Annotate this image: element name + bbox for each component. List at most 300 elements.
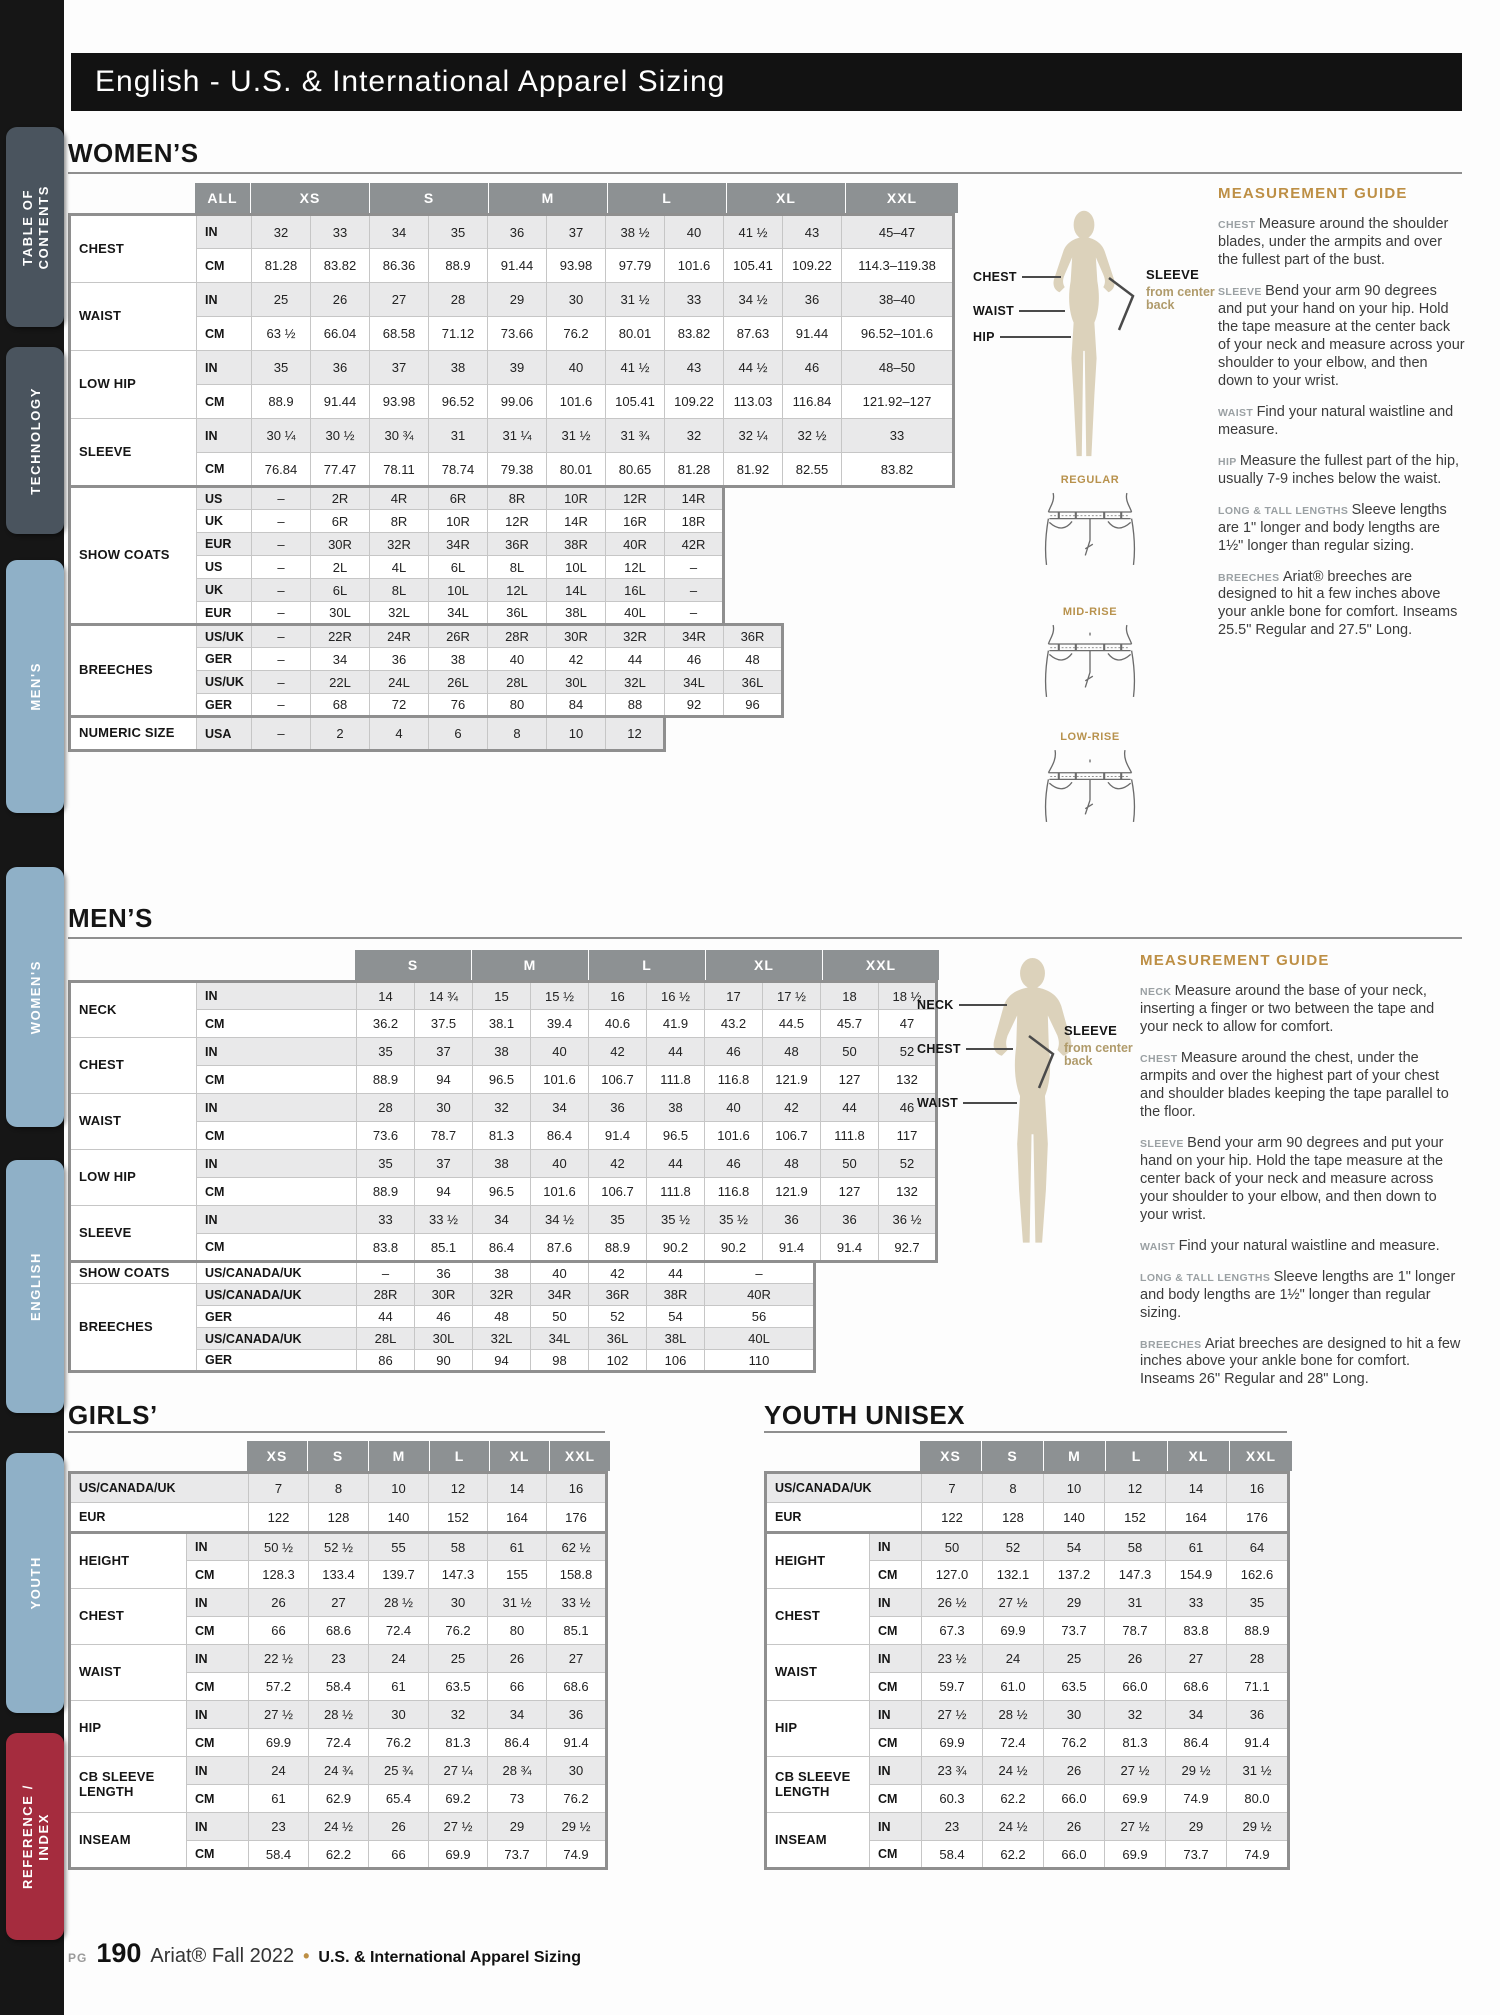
size-value: – <box>252 533 311 556</box>
unit-label: CM <box>870 1673 922 1701</box>
unit-label: US <box>197 487 252 510</box>
size-value: 111.8 <box>647 1066 705 1094</box>
size-value: 7 <box>922 1473 983 1503</box>
size-value: 139.7 <box>369 1561 429 1589</box>
size-header-row <box>195 183 958 213</box>
size-value: 111.8 <box>821 1122 879 1150</box>
size-value: 24L <box>370 671 429 694</box>
size-value: 24 ½ <box>983 1757 1044 1785</box>
size-value: 12R <box>488 510 547 533</box>
size-value: 96.52–101.6 <box>842 317 954 351</box>
size-value: 27 <box>309 1589 369 1617</box>
size-value: 42 <box>589 1262 647 1284</box>
size-value: 36L <box>724 671 783 694</box>
size-value: 10L <box>429 579 488 602</box>
size-value: 34 <box>1166 1701 1227 1729</box>
size-value: – <box>252 487 311 510</box>
guide-paragraph: LONG & TALL LENGTHS Sleeve lengths are 1" longer and body lengths are 1½" longer than regular sizing. <box>1218 501 1447 554</box>
size-header-cell: XS <box>251 183 369 213</box>
guide-paragraph: BREECHES Ariat breeches are designed to hit a few inches above your ankle bone for comfort. Inseams 26" Regular and 28" Long. <box>1140 1335 1461 1388</box>
unit-label: US/UK <box>197 625 252 648</box>
size-value: 52 <box>589 1306 647 1328</box>
size-value: 73.7 <box>488 1841 547 1869</box>
womens-chest-callout: CHEST <box>973 270 1061 284</box>
size-value: 94 <box>415 1178 473 1206</box>
sidebar-tab-english[interactable] <box>6 1160 64 1413</box>
size-value: 36L <box>589 1328 647 1350</box>
unit-label: IN <box>187 1757 249 1785</box>
size-value: 41 ½ <box>606 351 665 385</box>
unit-label: CM <box>197 1010 357 1038</box>
unit-label: IN <box>197 1206 357 1234</box>
guide-paragraph: CHEST Measure around the shoulder blades, under the armpits and over the fullest part of the bust. <box>1218 216 1449 268</box>
guide-paragraph: WAIST Find your natural waistline and measure. <box>1140 1237 1440 1254</box>
size-value: 46 <box>879 1094 937 1122</box>
sidebar-tab-womens[interactable] <box>6 867 64 1127</box>
size-value: 50 <box>922 1533 983 1561</box>
size-value: 40.6 <box>589 1010 647 1038</box>
mens-sleeve-label: SLEEVE from center back <box>1064 1023 1133 1069</box>
size-value: 137.2 <box>1044 1561 1105 1589</box>
table-row <box>70 717 665 751</box>
size-value: 26 <box>488 1645 547 1673</box>
size-value: 96.5 <box>473 1066 531 1094</box>
size-value: 128 <box>983 1503 1044 1533</box>
size-value: 30R <box>415 1284 473 1306</box>
size-value: 116.8 <box>705 1066 763 1094</box>
size-value: 31 <box>1105 1589 1166 1617</box>
table-row <box>70 982 937 1010</box>
size-value: 30 <box>547 283 606 317</box>
size-value: 69.9 <box>429 1841 488 1869</box>
size-value: 31 ½ <box>606 283 665 317</box>
size-value: 34L <box>531 1328 589 1350</box>
size-value: 31 ¾ <box>606 419 665 453</box>
size-value: 68.58 <box>370 317 429 351</box>
unit-label: IN <box>197 283 252 317</box>
footer-page-number: 190 <box>96 1938 142 1968</box>
size-value: 30 <box>547 1757 607 1785</box>
size-value: 10 <box>547 717 606 751</box>
unit-label: EUR <box>197 533 252 556</box>
size-value: 44 ½ <box>724 351 783 385</box>
size-value: 61 <box>369 1673 429 1701</box>
size-value: 133.4 <box>309 1561 369 1589</box>
size-value: 36 <box>311 351 370 385</box>
sidebar-tab-mens[interactable] <box>6 560 64 813</box>
size-value: 40 <box>531 1262 589 1284</box>
size-value: 36 <box>547 1701 607 1729</box>
size-value: 32L <box>606 671 665 694</box>
unit-label: EUR <box>197 602 252 625</box>
size-value: 30L <box>311 602 370 625</box>
womens-heading: WOMEN’S <box>68 138 199 168</box>
size-value: 14 <box>1166 1473 1227 1503</box>
size-value: 36L <box>488 602 547 625</box>
size-value: 36R <box>488 533 547 556</box>
size-value: 32 <box>429 1701 488 1729</box>
size-value: 91.44 <box>311 385 370 419</box>
size-value: 74.9 <box>547 1841 607 1869</box>
table-row <box>70 1206 937 1234</box>
size-value: 106 <box>647 1350 705 1372</box>
size-value: 91.44 <box>783 317 842 351</box>
size-value: 58.4 <box>922 1841 983 1869</box>
row-label: CHEST <box>70 215 197 283</box>
guide-title: MEASUREMENT GUIDE <box>1218 185 1408 202</box>
size-value: 12 <box>1105 1473 1166 1503</box>
size-value: 32L <box>473 1328 531 1350</box>
size-value: 36 ½ <box>879 1206 937 1234</box>
size-value: 26 <box>1105 1645 1166 1673</box>
size-value: 38 <box>647 1094 705 1122</box>
unit-label: US/CANADA/UK <box>766 1473 922 1503</box>
size-value: 40L <box>606 602 665 625</box>
size-value: 56 <box>705 1306 815 1328</box>
size-value: 88.9 <box>1227 1617 1289 1645</box>
size-value: 102 <box>589 1350 647 1372</box>
size-value: 8L <box>370 579 429 602</box>
unit-label: US <box>197 556 252 579</box>
man-silhouette <box>975 957 1090 1335</box>
size-value: 121.9 <box>763 1178 821 1206</box>
size-header-cell: ALL <box>195 183 250 213</box>
size-value: 128 <box>309 1503 369 1533</box>
size-value: 26L <box>429 671 488 694</box>
size-value: 109.22 <box>783 249 842 283</box>
size-value: 26 <box>1044 1813 1105 1841</box>
size-value: 66.0 <box>1044 1841 1105 1869</box>
size-value: 38 <box>473 1038 531 1066</box>
size-value: 30L <box>415 1328 473 1350</box>
unit-label: UK <box>197 510 252 533</box>
size-value: 155 <box>488 1561 547 1589</box>
unit-label: CM <box>187 1617 249 1645</box>
size-value: 52 <box>983 1533 1044 1561</box>
mens-waist-callout: WAIST <box>917 1096 1017 1110</box>
size-value: 69.9 <box>1105 1785 1166 1813</box>
pants-midrise-figure: MID-RISE <box>1035 606 1145 706</box>
sidebar-tab-label: ENGLISH <box>27 1252 43 1321</box>
unit-label: CM <box>187 1841 249 1869</box>
unit-label: IN <box>187 1701 249 1729</box>
pants-regular-figure: REGULAR <box>1035 474 1145 574</box>
unit-label: IN <box>197 351 252 385</box>
unit-label: IN <box>187 1813 249 1841</box>
size-header-cell: S <box>355 950 471 980</box>
youth-size-table <box>764 1441 1292 1534</box>
youth-rule <box>764 1431 1287 1433</box>
size-value: 27 ½ <box>1105 1757 1166 1785</box>
table-row <box>70 1533 607 1561</box>
size-value: 81.92 <box>724 453 783 487</box>
size-value: 8L <box>488 556 547 579</box>
size-value: 40L <box>705 1328 815 1350</box>
size-value: 33 <box>311 215 370 249</box>
size-value: 90.2 <box>647 1234 705 1262</box>
size-header-cell: XXL <box>846 183 958 213</box>
size-value: 47 <box>879 1010 937 1038</box>
size-value: 52 <box>879 1150 937 1178</box>
unit-label: USA <box>197 717 252 751</box>
table-row <box>70 249 954 283</box>
size-header-cell: S <box>370 183 488 213</box>
size-value: 96.52 <box>429 385 488 419</box>
size-header-cell: L <box>1106 1441 1167 1471</box>
sidebar-tab-label: YOUTH <box>27 1556 43 1610</box>
row-label: HEIGHT <box>70 1533 187 1589</box>
size-header-cell: XXL <box>1230 1441 1292 1471</box>
size-value: 26R <box>429 625 488 648</box>
sidebar-tab-label: INDEX <box>35 1812 51 1861</box>
unit-label: IN <box>187 1645 249 1673</box>
size-value: 54 <box>647 1306 705 1328</box>
size-value: 57.2 <box>249 1673 309 1701</box>
size-value: 46 <box>705 1038 763 1066</box>
size-header-row <box>355 950 939 980</box>
youth-tables <box>764 1441 1292 1870</box>
girls-measure-table <box>68 1531 610 1870</box>
size-value: 22R <box>311 625 370 648</box>
sidebar-tab-table-of-contents[interactable] <box>6 127 64 327</box>
size-value: – <box>252 694 311 717</box>
size-value: 87.63 <box>724 317 783 351</box>
table-row <box>70 1503 607 1533</box>
size-value: 36 <box>763 1206 821 1234</box>
size-value: 88.9 <box>429 249 488 283</box>
size-value: 50 <box>821 1150 879 1178</box>
unit-label: GER <box>197 648 252 671</box>
size-value: 66.0 <box>1044 1785 1105 1813</box>
table-row <box>70 385 954 419</box>
size-value: 46 <box>415 1306 473 1328</box>
size-value: 37 <box>415 1038 473 1066</box>
size-value: 35 ½ <box>705 1206 763 1234</box>
unit-label: UK <box>197 579 252 602</box>
size-value: 38L <box>647 1328 705 1350</box>
unit-label: EUR <box>766 1503 922 1533</box>
size-value: 61 <box>488 1533 547 1561</box>
row-label: LOW HIP <box>70 1150 197 1206</box>
unit-label: CM <box>187 1673 249 1701</box>
size-value: 10R <box>547 487 606 510</box>
size-header-cell: L <box>430 1441 489 1471</box>
size-value: 94 <box>415 1066 473 1094</box>
size-header-cell: XL <box>706 950 822 980</box>
size-value: 24R <box>370 625 429 648</box>
size-value: 39 <box>488 351 547 385</box>
size-value: 28R <box>488 625 547 648</box>
guide-paragraph: SLEEVE Bend your arm 90 degrees and put your hand on your hip. Hold the tape measure at the center back of your neck and measure across your shoulder to your elbow, and then down to your wrist. <box>1140 1134 1444 1223</box>
size-value: 35 <box>589 1206 647 1234</box>
unit-label: US/CANADA/UK <box>197 1284 357 1306</box>
size-value: 63 ½ <box>252 317 311 351</box>
size-header-cell: S <box>982 1441 1043 1471</box>
table-row <box>70 1813 607 1841</box>
womens-measurement-guide <box>1218 185 1465 653</box>
guide-keyword: BREECHES <box>1218 571 1283 584</box>
size-value: 12L <box>488 579 547 602</box>
row-label: HEIGHT <box>766 1533 870 1589</box>
size-value: 44 <box>357 1306 415 1328</box>
table-row <box>70 1701 607 1729</box>
table-row <box>70 1284 815 1306</box>
size-value: 41 ½ <box>724 215 783 249</box>
size-value: 23 ¾ <box>922 1757 983 1785</box>
size-value: 78.7 <box>415 1122 473 1150</box>
size-value: 88.9 <box>357 1066 415 1094</box>
size-header-cell: S <box>308 1441 368 1471</box>
size-value: 127.0 <box>922 1561 983 1589</box>
table-row <box>766 1533 1289 1561</box>
size-value: 14L <box>547 579 606 602</box>
size-value: 28 ¾ <box>488 1757 547 1785</box>
size-value: 24 <box>369 1645 429 1673</box>
size-value: 31 ½ <box>488 1589 547 1617</box>
womens-tables <box>68 183 958 752</box>
size-value: 109.22 <box>665 385 724 419</box>
unit-label: IN <box>187 1533 249 1561</box>
size-value: 90 <box>415 1350 473 1372</box>
size-header-cell: XL <box>727 183 845 213</box>
size-value: 58.4 <box>249 1841 309 1869</box>
womens-waist-callout: WAIST <box>973 304 1065 318</box>
size-value: 48 <box>763 1038 821 1066</box>
size-value: 84 <box>547 694 606 717</box>
size-value: 40 <box>665 215 724 249</box>
size-value: 28 <box>1227 1645 1289 1673</box>
row-label: LOW HIP <box>70 351 197 419</box>
size-value: 24 ¾ <box>309 1757 369 1785</box>
unit-label: CM <box>197 385 252 419</box>
size-value: 33 <box>842 419 954 453</box>
table-row <box>70 1178 937 1206</box>
size-value: 99.06 <box>488 385 547 419</box>
size-value: 37.5 <box>415 1010 473 1038</box>
table-row <box>70 1066 937 1094</box>
unit-label: IN <box>870 1645 922 1673</box>
size-value: 62 ½ <box>547 1533 607 1561</box>
size-value: 80.0 <box>1227 1785 1289 1813</box>
footer-brand-season: Ariat® Fall 2022 <box>150 1945 295 1967</box>
size-value: 30 <box>415 1094 473 1122</box>
unit-label: IN <box>870 1589 922 1617</box>
unit-label: CM <box>197 1234 357 1262</box>
size-value: 64 <box>1227 1533 1289 1561</box>
size-value: 2R <box>311 487 370 510</box>
size-value: 121.92–127 <box>842 385 954 419</box>
sidebar-tab-youth[interactable] <box>6 1453 64 1713</box>
size-header-cell: XS <box>920 1441 981 1471</box>
womens-main-table <box>68 183 958 488</box>
size-value: 16L <box>606 579 665 602</box>
table-row <box>70 1150 937 1178</box>
sidebar-tab-technology[interactable] <box>6 347 64 534</box>
size-value: 16 ½ <box>647 982 705 1010</box>
size-value: 65.4 <box>369 1785 429 1813</box>
size-value: 97.79 <box>606 249 665 283</box>
size-value: 78.7 <box>1105 1617 1166 1645</box>
size-value: 162.6 <box>1227 1561 1289 1589</box>
sidebar-tab-reference-index[interactable] <box>6 1733 64 1940</box>
size-header-cell: XXL <box>550 1441 610 1471</box>
size-value: – <box>252 510 311 533</box>
size-value: 94 <box>473 1350 531 1372</box>
size-value: 72.4 <box>309 1729 369 1757</box>
size-value: 132 <box>879 1066 937 1094</box>
unit-label: CM <box>197 1066 357 1094</box>
size-value: 12R <box>606 487 665 510</box>
unit-label: CM <box>197 317 252 351</box>
size-value: 58 <box>429 1533 488 1561</box>
size-value: 96.5 <box>473 1178 531 1206</box>
row-label: BREECHES <box>70 1284 197 1372</box>
size-value: 176 <box>547 1503 607 1533</box>
size-value: 50 <box>531 1306 589 1328</box>
size-value: 86.4 <box>488 1729 547 1757</box>
size-value: 30R <box>547 625 606 648</box>
size-value: 28L <box>488 671 547 694</box>
size-value: 44.5 <box>763 1010 821 1038</box>
womens-sleeve-line <box>1106 276 1146 338</box>
size-value: 35 <box>357 1150 415 1178</box>
size-value: 42 <box>547 648 606 671</box>
size-value: 6L <box>429 556 488 579</box>
size-value: 12 <box>606 717 665 751</box>
size-value: 152 <box>429 1503 488 1533</box>
size-value: 91.4 <box>821 1234 879 1262</box>
size-value: 43.2 <box>705 1010 763 1038</box>
size-value: 83.82 <box>665 317 724 351</box>
size-value: 62.2 <box>983 1841 1044 1869</box>
size-value: 31 ¼ <box>488 419 547 453</box>
size-value: 62.2 <box>309 1841 369 1869</box>
size-value: – <box>252 717 311 751</box>
unit-label: GER <box>197 694 252 717</box>
size-value: 30R <box>311 533 370 556</box>
size-value: 35 <box>357 1038 415 1066</box>
table-row <box>70 1122 937 1150</box>
size-value: 36R <box>724 625 783 648</box>
mens-sleeve-line <box>1026 1034 1066 1096</box>
size-value: 86 <box>357 1350 415 1372</box>
size-value: 12 <box>429 1473 488 1503</box>
size-value: 10 <box>1044 1473 1105 1503</box>
sidebar-tab-label: CONTENTS <box>35 184 51 270</box>
girls-heading: GIRLS’ <box>68 1400 158 1430</box>
size-value: 152 <box>1105 1503 1166 1533</box>
size-value: 39.4 <box>531 1010 589 1038</box>
size-value: 28 <box>357 1094 415 1122</box>
table-row <box>766 1589 1289 1617</box>
unit-label: CM <box>870 1729 922 1757</box>
guide-keyword: SLEEVE <box>1140 1137 1188 1150</box>
size-value: 27 ½ <box>249 1701 309 1729</box>
table-row <box>70 1645 607 1673</box>
size-value: 28 ½ <box>309 1701 369 1729</box>
sidebar-tab-label: TECHNOLOGY <box>27 386 43 495</box>
size-value: 14 ¾ <box>415 982 473 1010</box>
unit-label: IN <box>197 1150 357 1178</box>
guide-keyword: WAIST <box>1140 1240 1179 1253</box>
size-value: 43 <box>783 215 842 249</box>
size-value: 29 <box>488 283 547 317</box>
size-header-cell: XL <box>490 1441 549 1471</box>
unit-label: IN <box>870 1813 922 1841</box>
size-value: 73.7 <box>1166 1841 1227 1869</box>
size-value: 30L <box>547 671 606 694</box>
size-value: 69.2 <box>429 1785 488 1813</box>
